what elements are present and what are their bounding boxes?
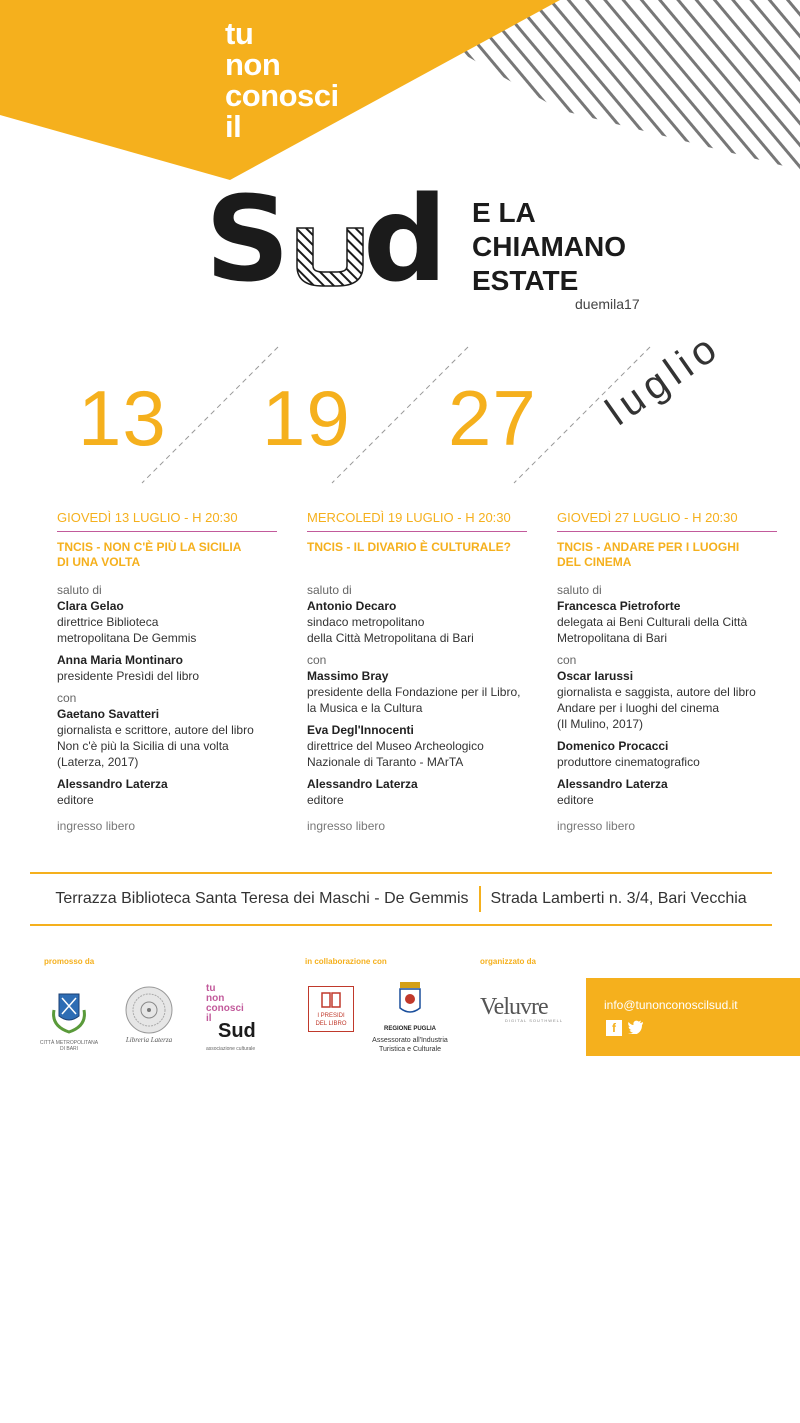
venue-separator xyxy=(479,886,481,912)
contact-email-link[interactable]: info@tunonconoscilsud.it xyxy=(604,998,738,1012)
organizzato-label: organizzato da xyxy=(480,957,537,966)
event-3-con-label: con xyxy=(557,653,577,667)
citta-line-2: DI BARI xyxy=(59,1046,79,1052)
event-3-speaker-3-name: Domenico Procacci xyxy=(557,739,669,753)
event-3-speaker-1-name: Francesca Pietroforte xyxy=(557,599,681,613)
event-2-speaker-4-name: Alessandro Laterza xyxy=(307,777,418,791)
event-2-speaker-1-name: Antonio Decaro xyxy=(307,599,397,613)
brand-line-4: il xyxy=(225,109,242,144)
event-1-header: GIOVEDÌ 13 LUGLIO - H 20:30 xyxy=(57,510,277,532)
veluvre-logo: Veluvre xyxy=(480,994,548,1020)
twitter-icon[interactable] xyxy=(628,1020,644,1036)
event-1-speaker-1-role-2: metropolitana De Gemmis xyxy=(57,631,197,645)
event-2-header: MERCOLEDÌ 19 LUGLIO - H 20:30 xyxy=(307,510,527,532)
event-3-speaker-3-role-1: produttore cinematografico xyxy=(557,755,700,769)
event-3-saluto-label: saluto di xyxy=(557,583,602,597)
veluvre-sub: DIGITAL SOUTHWELL xyxy=(505,1018,564,1023)
presidi-line-2: DEL LIBRO xyxy=(315,1021,347,1027)
event-3-title-2: DEL CINEMA xyxy=(557,555,632,569)
regione-puglia-crest xyxy=(398,982,422,1018)
svg-text:d: d xyxy=(363,188,442,288)
event-1-con-label: con xyxy=(57,691,77,705)
event-2-speaker-1-role-1: sindaco metropolitano xyxy=(307,615,425,629)
date-13: 13 xyxy=(78,374,167,462)
collab-label: in collaborazione con xyxy=(305,957,387,966)
event-1-speaker-3-role-1: giornalista e scrittore, autore del libro xyxy=(57,723,254,737)
event-1-speaker-3-name: Gaetano Savatteri xyxy=(57,707,160,721)
event-2-speaker-2-name: Massimo Bray xyxy=(307,669,389,683)
event-2-speaker-2-role-2: la Musica e la Cultura xyxy=(307,701,423,715)
event-3-speaker-4-name: Alessandro Laterza xyxy=(557,777,668,791)
event-2-saluto-label: saluto di xyxy=(307,583,352,597)
event-1-speaker-4-role-1: editore xyxy=(57,793,94,807)
brand-line-1: tu xyxy=(225,16,254,51)
venue-bar xyxy=(30,872,772,926)
event-2-title-1: TNCIS - IL DIVARIO È CULTURALE? xyxy=(307,540,511,554)
regione-puglia-name: REGIONE PUGLIA xyxy=(383,1026,436,1032)
event-1-speaker-3-role-3: (Laterza, 2017) xyxy=(57,755,139,769)
event-1-speaker-3-role-2: Non c'è più la Sicilia di una volta xyxy=(57,739,229,753)
event-2-speaker-3-role-2: Nazionale di Taranto - MArTA xyxy=(307,755,464,769)
brand-line-2: non xyxy=(225,47,281,82)
event-1-speaker-1-role-1: direttrice Biblioteca xyxy=(57,615,159,629)
assessorato-name xyxy=(358,1036,462,1054)
date-19: 19 xyxy=(262,374,351,462)
event-3 xyxy=(557,510,787,834)
event-1 xyxy=(57,510,287,834)
event-1-saluto-label: saluto di xyxy=(57,583,102,597)
mini-brand-logo xyxy=(206,984,244,1024)
venue-place: Terrazza Biblioteca Santa Teresa dei Maschi - De Gemmis xyxy=(55,890,469,907)
twitter-bird-icon xyxy=(628,1020,644,1034)
event-1-title-2: DI UNA VOLTA xyxy=(57,555,141,569)
event-2-speaker-3-role-1: direttrice del Museo Archeologico xyxy=(307,739,484,753)
assoc-label: associazione culturale xyxy=(206,1046,256,1052)
presidi-line-1: I PRESIDI xyxy=(317,1013,345,1019)
event-3-header: GIOVEDÌ 27 LUGLIO - H 20:30 xyxy=(557,510,777,532)
event-3-speaker-4-role-1: editore xyxy=(557,793,594,807)
mini-sud-word: Sud xyxy=(218,1020,256,1042)
event-2-ingresso: ingresso libero xyxy=(307,819,386,833)
promosso-label: promosso da xyxy=(44,957,95,966)
tagline-1: E LA xyxy=(472,197,536,228)
mini-brand-line-4: il xyxy=(206,1013,212,1024)
assessorato-line-1: Assessorato all'Industria xyxy=(372,1037,448,1044)
event-1-speaker-4-name: Alessandro Laterza xyxy=(57,777,168,791)
venue-address: Strada Lamberti n. 3/4, Bari Vecchia xyxy=(490,890,747,907)
assessorato-line-2: Turistica e Culturale xyxy=(379,1046,441,1053)
facebook-icon[interactable]: f xyxy=(606,1020,622,1036)
book-icon xyxy=(320,991,342,1009)
event-2-con-label: con xyxy=(307,653,327,667)
mini-brand-line-2: non xyxy=(206,993,225,1004)
mini-brand-line-3: conosci xyxy=(206,1003,244,1014)
event-2-speaker-3-name: Eva Degl'Innocenti xyxy=(307,723,414,737)
year-label: duemila17 xyxy=(575,296,640,312)
event-1-speaker-1-name: Clara Gelao xyxy=(57,599,124,613)
event-3-speaker-2-role-3: (Il Mulino, 2017) xyxy=(557,717,644,731)
event-3-speaker-1-role-1: delegata ai Beni Culturali della Città xyxy=(557,615,748,629)
event-3-title-1: TNCIS - ANDARE PER I LUOGHI xyxy=(557,540,740,554)
svg-text:S: S xyxy=(205,188,284,288)
date-27: 27 xyxy=(448,374,537,462)
tagline-3: ESTATE xyxy=(472,265,579,296)
event-3-speaker-2-name: Oscar Iarussi xyxy=(557,669,634,683)
citta-metropolitana-name xyxy=(36,1040,102,1052)
citta-line-1: CITTÀ METROPOLITANA xyxy=(39,1040,99,1046)
event-1-speaker-2-name: Anna Maria Montinaro xyxy=(57,653,184,667)
event-1-speaker-2-role-1: presidente Presìdi del libro xyxy=(57,669,200,683)
event-2 xyxy=(307,510,537,834)
event-2-speaker-4-role-1: editore xyxy=(307,793,344,807)
event-1-ingresso: ingresso libero xyxy=(57,819,136,833)
event-3-speaker-2-role-1: giornalista e saggista, autore del libro xyxy=(557,685,756,699)
mini-brand-line-1: tu xyxy=(206,983,216,994)
header-banner xyxy=(0,0,800,200)
month-label: luglio xyxy=(598,323,730,435)
event-2-speaker-2-role-1: presidente della Fondazione per il Libro, xyxy=(307,685,521,699)
event-3-ingresso: ingresso libero xyxy=(557,819,636,833)
event-3-speaker-2-role-2: Andare per i luoghi del cinema xyxy=(557,701,720,715)
libreria-laterza-logo xyxy=(124,985,174,1035)
sud-logo xyxy=(205,188,465,288)
event-2-speaker-1-role-2: della Città Metropolitana di Bari xyxy=(307,631,474,645)
tagline-2: CHIAMANO xyxy=(472,231,626,262)
brand-line-3: conosci xyxy=(225,78,339,113)
libreria-laterza-name: Libreria Laterza xyxy=(125,1036,173,1044)
contact-box xyxy=(586,978,800,1056)
presidi-libro-logo xyxy=(308,986,354,1032)
event-1-title-1: TNCIS - NON C'È PIÙ LA SICILIA xyxy=(57,540,242,554)
citta-metropolitana-logo xyxy=(48,988,90,1036)
event-3-speaker-1-role-2: Metropolitana di Bari xyxy=(557,631,668,645)
